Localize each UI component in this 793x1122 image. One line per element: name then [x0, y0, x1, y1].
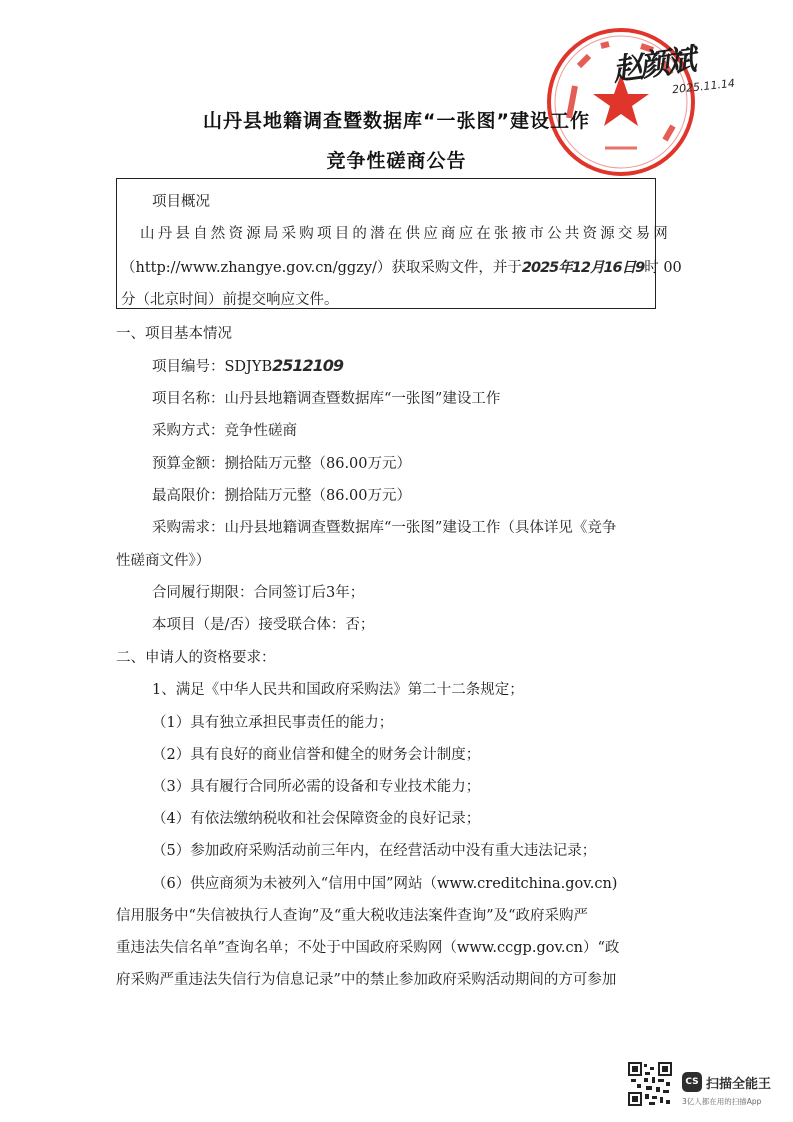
watermark-name: 扫描全能王: [706, 1077, 772, 1092]
requirement-1: （1）具有独立承担民事责任的能力；: [152, 715, 394, 731]
section2-heading: 二、申请人的资格要求：: [116, 650, 276, 666]
signature-date: 2025.11.14: [671, 76, 736, 97]
requirement-2: （2）具有良好的商业信誉和健全的财务会计制度；: [152, 747, 481, 763]
project-number: [152, 355, 343, 376]
project-number-handwritten: 2512109: [272, 356, 344, 375]
requirement-6-line1: （6）供应商须为未被列入“信用中国”网站（www.creditchina.gov.cn): [152, 876, 618, 892]
requirement-6-line4: 府采购严重违法失信行为信息记录”中的禁止参加政府采购活动期间的方可参加: [116, 972, 617, 988]
section1-heading: 一、项目基本情况: [116, 326, 232, 342]
qualification-item1: 1、满足《中华人民共和国政府采购法》第二十二条规定；: [152, 682, 524, 698]
project-number-label: 项目编号：: [152, 359, 225, 375]
procurement-demand-line1: 采购需求：山丹县地籍调查暨数据库“一张图”建设工作（具体详见《竞争: [152, 520, 617, 536]
qr-code-icon: [628, 1062, 672, 1106]
overview-line2-prefix: （http://www.zhangye.gov.cn/ggzy/）获取采购文件，并于: [121, 260, 522, 276]
requirement-6-line3: 重违法失信名单”查询名单；不处于中国政府采购网（www.ccgp.gov.cn）“政: [116, 940, 620, 956]
requirement-5: （5）参加政府采购活动前三年内，在经营活动中没有重大违法记录；: [152, 843, 597, 859]
overview-line1: 山丹县自然资源局采购项目的潜在供应商应在张掖市公共资源交易网: [140, 226, 671, 242]
requirement-3: （3）具有履行合同所必需的设备和专业技术能力；: [152, 779, 481, 795]
overview-line3: 分（北京时间）前提交响应文件。: [121, 292, 339, 308]
document-title-line1: 山丹县地籍调查暨数据库“一张图”建设工作: [203, 110, 590, 132]
consortium-acceptance: 本项目（是/否）接受联合体：否；: [152, 617, 375, 633]
watermark-tagline: 3亿人都在用的扫描App: [682, 1097, 762, 1106]
handwritten-signature: 赵颜斌: [610, 42, 696, 89]
document-title-line2: 竞争性磋商公告: [326, 150, 467, 172]
procurement-method: 采购方式：竞争性磋商: [152, 423, 297, 439]
requirement-4: （4）有依法缴纳税收和社会保障资金的良好记录；: [152, 811, 481, 827]
handwritten-deadline: 2025年12月16日9: [521, 260, 645, 276]
procurement-demand-line2: 性磋商文件》）: [116, 553, 211, 569]
overview-line2-suffix: 时 00: [644, 260, 682, 276]
camscanner-logo-icon: CS: [682, 1072, 702, 1092]
scanner-watermark: [628, 1062, 788, 1114]
overview-line2: [121, 256, 682, 277]
max-price: 最高限价：捌拾陆万元整（86.00万元）: [152, 488, 412, 504]
budget-amount: 预算金额：捌拾陆万元整（86.00万元）: [152, 456, 412, 472]
project-name: 项目名称：山丹县地籍调查暨数据库“一张图”建设工作: [152, 391, 501, 407]
contract-term: 合同履行期限：合同签订后3年；: [152, 585, 365, 601]
requirement-6-line2: 信用服务中“失信被执行人查询”及“重大税收违法案件查询”及“政府采购严: [116, 908, 589, 924]
overview-heading: 项目概况: [152, 194, 210, 210]
project-number-typed: SDJYB: [224, 359, 273, 375]
